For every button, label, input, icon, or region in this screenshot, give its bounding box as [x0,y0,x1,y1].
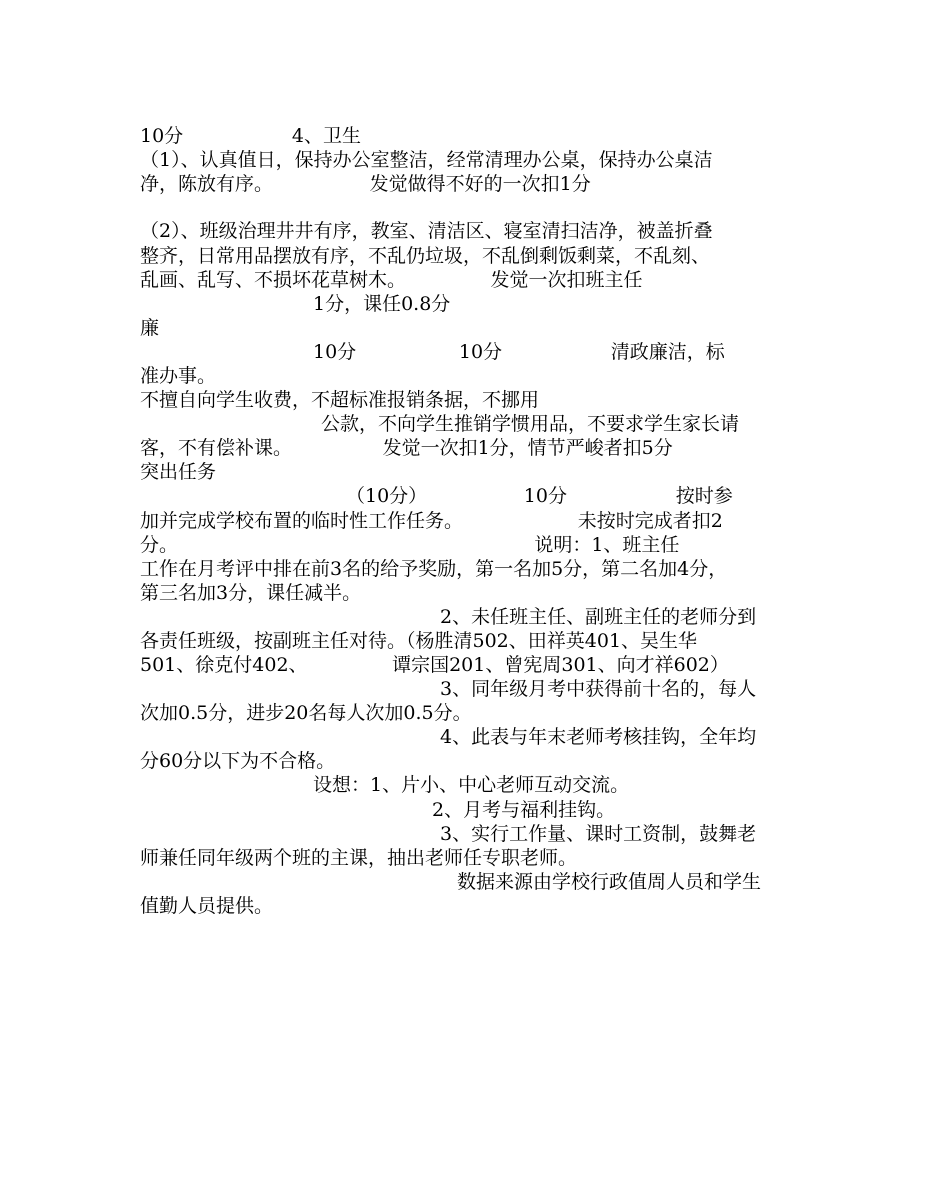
text-line: 数据来源由学校行政值周人员和学生 [457,871,762,893]
text-line: 值勤人员提供。 [140,895,274,917]
text-line: 师兼任同年级两个班的主课，抽出老师任专职老师。 [140,847,578,869]
text-line: （1）、认真值日，保持办公室整洁，经常清理办公桌，保持办公桌洁 [140,149,713,171]
text-line: 工作在月考评中排在前3名的给予奖励，第一名加5分，第二名加4分， [140,558,728,580]
text-line: 4、此表与年末老师考核挂钩，全年均 [440,726,757,748]
text-line: 2、未任班主任、副班主任的老师分到 [440,606,757,628]
text-line: 3、实行工作量、课时工资制，鼓舞老 [440,823,757,845]
text-line: 设想：1、片小、中心老师互动交流。 [313,774,630,796]
text-line: 2、月考与福利挂钩。 [432,799,616,821]
text-line: 廉 [140,317,160,339]
text-line: 10分 4、卫生 [140,125,361,147]
text-line: （10分） 10分 按时参 [346,485,733,507]
text-line: 不擅自向学生收费，不超标准报销条据，不挪用 [140,389,540,411]
text-line: 突出任务 [140,461,217,483]
text-line: 分60分以下为不合格。 [140,750,336,772]
text-line: 整齐，日常用品摆放有序，不乱仍垃圾，不乱倒剩饭剩菜，不乱刻、 [140,245,711,267]
text-line: 次加0.5分，进步20名每人次加0.5分。 [140,702,472,724]
text-line: 净，陈放有序。 发觉做得不好的一次扣1分 [140,173,591,195]
text-line: 分。 说明：1、班主任 [140,534,680,556]
text-line: 3、同年级月考中获得前十名的，每人 [440,678,757,700]
text-line: 10分 10分 清政廉洁，标 [313,341,725,363]
text-line: 501、徐克付402、 谭宗国201、曾宪周301、向才祥602） [140,654,729,676]
text-line: 准办事。 [140,365,217,387]
text-line: 第三名加3分，课任减半。 [140,582,362,604]
text-line: 1分，课任0.8分 [313,293,451,315]
text-line: 公款，不向学生推销学惯用品，不要求学生家长请 [321,413,740,435]
text-line: 加并完成学校布置的临时性工作任务。 未按时完成者扣2 [140,510,723,532]
text-line: 乱画、乱写、不损坏花草树木。 发觉一次扣班主任 [140,269,643,291]
text-line: 各责任班级，按副班主任对待。（杨胜清502、田祥英401、吴生华 [140,630,698,652]
text-line: 客，不有偿补课。 发觉一次扣1分，情节严峻者扣5分 [140,437,673,459]
text-line: （2）、班级治理井井有序，教室、清洁区、寝室清扫洁净，被盖折叠 [140,220,713,242]
